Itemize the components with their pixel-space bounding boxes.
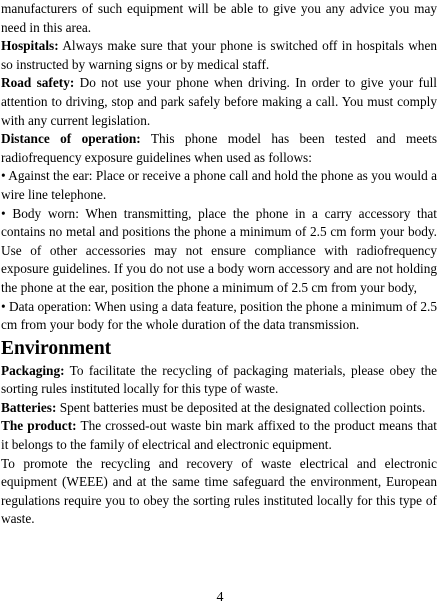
paragraph-text: Always make sure that your phone is switched off in hospitals when so instructed by warning signs or by medical staff. xyxy=(1,38,437,72)
paragraph-weee xyxy=(1,455,437,529)
paragraph-text: manufacturers of such equipment will be able to give you any advice you may need in this area. xyxy=(1,1,437,35)
paragraph-batteries xyxy=(1,399,437,418)
paragraph-text: This phone model has been tested and meets radiofrequency exposure guidelines when used as follows: xyxy=(1,131,438,165)
paragraph-lead: Road safety: xyxy=(1,75,75,91)
paragraph-text: Do not use your phone when driving. In order to give your full attention to driving, stop and park safely before making a call. You must comply with any current legislation. xyxy=(1,75,438,128)
paragraph-continued xyxy=(1,0,437,37)
bullet-data-operation xyxy=(1,298,437,335)
bullet-body-worn xyxy=(1,205,437,298)
paragraph-text: • Against the ear: Place or receive a phone call and hold the phone as you would a wire line telephone. xyxy=(1,168,437,202)
paragraph-lead: Hospitals: xyxy=(1,38,59,54)
paragraph-packaging xyxy=(1,362,437,399)
paragraph-road-safety xyxy=(1,74,437,130)
paragraph-lead: Packaging: xyxy=(1,362,65,378)
paragraph-text: Spent batteries must be deposited at the designated collection points. xyxy=(56,399,426,415)
paragraph-lead: Batteries: xyxy=(1,399,57,415)
paragraph-text: To facilitate the recycling of packaging materials, please obey the sorting rules instituted locally for this type of waste. xyxy=(1,362,437,397)
paragraph-distance-of-operation xyxy=(1,130,437,167)
bullet-against-ear xyxy=(1,167,437,204)
page-content xyxy=(1,0,437,529)
section-heading-environment: Environment xyxy=(1,337,112,359)
paragraph-lead: Distance of operation: xyxy=(1,131,141,147)
page-number: 4 xyxy=(216,590,224,605)
paragraph-text: • Body worn: When transmitting, place the phone in a carry accessory that contains no metal and positions the phone a minimum of 2.5 cm form your body. Use of other accessories may not ensure compliance with radiofrequency exposure guidelines. If you do not use a body worn accessory and are not holding the phone at the ear, position the phone a minimum of 2.5 cm from your body, xyxy=(1,205,437,295)
paragraph-lead: The product: xyxy=(1,418,77,434)
paragraph-text: The crossed-out waste bin mark affixed to the product means that it belongs to the family of electrical and electronic equipment. xyxy=(1,418,437,453)
paragraph-hospitals xyxy=(1,37,437,74)
paragraph-text: • Data operation: When using a data feature, position the phone a minimum of 2.5 cm from your body for the whole duration of the data transmission. xyxy=(1,298,437,333)
paragraph-text: To promote the recycling and recovery of waste electrical and electronic equipment (WEEE) and at the same time safeguard the environment, European regulations require you to obey the sorting rules instituted locally for this type of waste. xyxy=(1,455,437,527)
paragraph-the-product xyxy=(1,417,437,454)
